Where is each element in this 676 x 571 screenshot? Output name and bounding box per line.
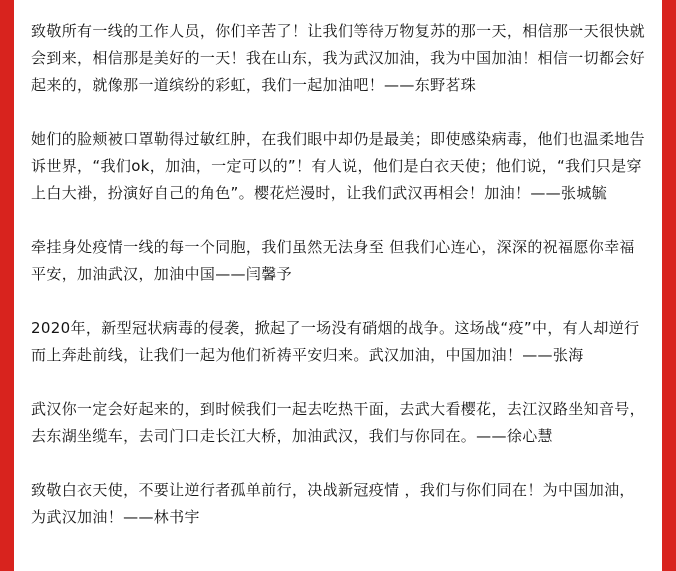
message-paragraph-6: 致敬白衣天使，不要让逆行者孤单前行，决战新冠疫情 ，我们与你们同在！为中国加油，为武汉加油！——林书宇 [31, 481, 635, 526]
message-paragraph-4: 2020年，新型冠状病毒的侵袭，掀起了一场没有硝烟的战争。这场战“疫”中，有人却逆行而上奔赴前线，让我们一起为他们祈祷平安归来。武汉加油，中国加油！——张海 [31, 319, 640, 364]
message-paragraph-2: 她们的脸颊被口罩勒得过敏红肿，在我们眼中却仍是最美；即使感染病毒，他们也温柔地告诉世界，“我们ok，加油，一定可以的”！有人说，他们是白衣天使；他们说，“我们只是穿上白大褂，扮演好自己的角色”。樱花烂漫时，让我们武汉再相会！加油！——张城毓 [31, 130, 646, 202]
message-paragraph-3: 牵挂身处疫情一线的每一个同胞，我们虽然无法身至 但我们心连心，深深的祝福愿你幸福平安，加油武汉，加油中国——闫馨予 [31, 238, 635, 283]
message-list [31, 18, 645, 558]
message-paragraph-5: 武汉你一定会好起来的，到时候我们一起去吃热干面，去武大看樱花，去江汉路坐知音号，去东湖坐缆车，去司门口走长江大桥，加油武汉，我们与你同在。——徐心慧 [31, 400, 646, 445]
left-red-border [0, 0, 14, 571]
right-red-border [662, 0, 676, 571]
message-paragraph-1: 致敬所有一线的工作人员，你们辛苦了！让我们等待万物复苏的那一天，相信那一天很快就会到来，相信那是美好的一天！我在山东，我为武汉加油，我为中国加油！相信一切都会好起来的，就像那一道缤纷的彩虹，我们一起加油吧！——东野茗珠 [31, 22, 646, 94]
